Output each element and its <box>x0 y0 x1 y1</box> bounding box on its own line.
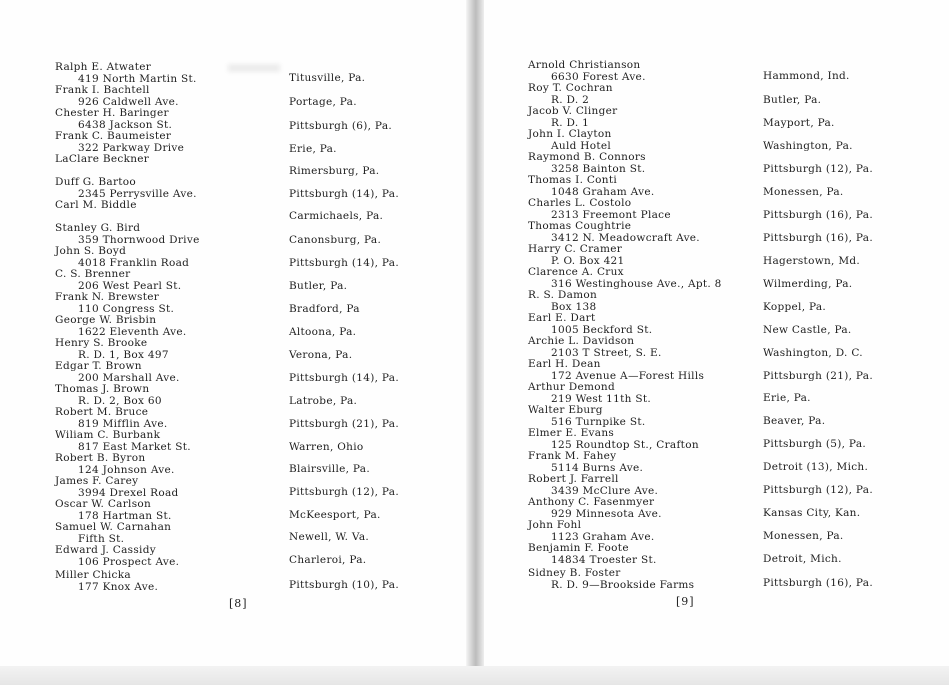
directory-entry <box>55 499 172 522</box>
member-address: 178 Hartman St. <box>78 509 172 522</box>
member-address: 6630 Forest Ave. <box>551 70 646 83</box>
member-address: R. D. 9—Brookside Farms <box>551 578 695 591</box>
member-name: Archie L. Davidson <box>528 335 635 347</box>
directory-entry <box>528 313 652 336</box>
member-city: Pittsburgh (12), Pa. <box>763 163 873 175</box>
member-city: Verona, Pa. <box>289 349 353 361</box>
member-city: Hagerstown, Md. <box>763 255 861 267</box>
member-address: 316 Westinghouse Ave., Apt. 8 <box>551 277 722 290</box>
directory-entry <box>528 520 654 543</box>
member-name: Robert M. Bruce <box>55 406 149 418</box>
member-name: R. S. Damon <box>528 289 598 301</box>
member-name: Miller Chicka <box>55 569 131 581</box>
page-number: [8] <box>229 597 248 610</box>
member-name: LaClare Beckner <box>55 153 150 165</box>
member-address: 359 Thornwood Drive <box>78 233 200 246</box>
member-address: 1622 Eleventh Ave. <box>78 325 187 338</box>
member-name: Walter Eburg <box>528 404 603 416</box>
member-name: Roy T. Cochran <box>528 82 613 94</box>
member-city: Koppel, Pa. <box>763 301 827 313</box>
directory-entry <box>528 474 658 497</box>
directory-entry <box>55 476 179 499</box>
member-name: Anthony C. Fasenmyer <box>528 496 655 508</box>
directory-entry <box>55 223 200 246</box>
member-address: P. O. Box 421 <box>551 254 625 267</box>
member-city: Monessen, Pa. <box>763 186 844 198</box>
member-city: Mayport, Pa. <box>763 117 835 129</box>
member-name: Edward J. Cassidy <box>55 544 156 556</box>
member-name: George W. Brisbin <box>55 314 157 326</box>
member-address: R. D. 2 <box>551 93 590 106</box>
member-name: Stanley G. Bird <box>55 222 141 234</box>
member-name: John S. Boyd <box>55 245 127 257</box>
directory-entry <box>55 292 174 315</box>
member-city: Washington, Pa. <box>763 140 853 152</box>
left-page <box>0 0 470 670</box>
directory-entry <box>55 545 179 568</box>
member-address: 1123 Graham Ave. <box>551 530 655 543</box>
member-city: Canonsburg, Pa. <box>289 234 382 246</box>
member-name: Samuel W. Carnahan <box>55 521 172 533</box>
member-name: Clarence A. Crux <box>528 266 624 278</box>
book-gutter <box>466 0 484 685</box>
member-name: John I. Clayton <box>528 128 612 140</box>
directory-entry <box>528 152 646 175</box>
member-name: Benjamin F. Foote <box>528 542 629 554</box>
directory-entry <box>528 106 617 129</box>
directory-entry <box>528 359 704 382</box>
member-name: Arthur Demond <box>528 381 615 393</box>
right-page <box>480 0 949 670</box>
member-name: Duff G. Bartoo <box>55 176 137 188</box>
member-city: Pittsburgh (21), Pa. <box>763 370 873 382</box>
directory-entry <box>55 177 197 200</box>
member-city: Latrobe, Pa. <box>289 395 358 407</box>
directory-entry <box>528 290 597 313</box>
member-city: Erie, Pa. <box>289 143 337 155</box>
member-name: Arnold Christianson <box>528 59 641 71</box>
member-city: Detroit, Mich. <box>763 553 842 565</box>
member-city: Monessen, Pa. <box>763 530 844 542</box>
member-address: 14834 Troester St. <box>551 553 657 566</box>
directory-entry <box>55 269 181 292</box>
member-city: Rimersburg, Pa. <box>289 165 380 177</box>
member-address: 4018 Franklin Road <box>78 256 190 269</box>
member-city: Pittsburgh (14), Pa. <box>289 188 399 200</box>
directory-entry <box>55 246 189 269</box>
member-city: Pittsburgh (14), Pa. <box>289 257 399 269</box>
member-address: 177 Knox Ave. <box>78 580 159 593</box>
member-address: 1048 Graham Ave. <box>551 185 655 198</box>
member-address: 322 Parkway Drive <box>78 141 185 154</box>
directory-entry <box>528 497 662 520</box>
directory-entry <box>55 522 171 545</box>
member-address: 124 Johnson Ave. <box>78 463 175 476</box>
member-address: 6438 Jackson St. <box>78 118 173 131</box>
member-address: R. D. 1, Box 497 <box>78 348 169 361</box>
member-address: 817 East Market St. <box>78 440 191 453</box>
member-name: Frank M. Fahey <box>528 450 617 462</box>
member-city: McKeesport, Pa. <box>289 509 381 521</box>
member-city: Butler, Pa. <box>289 280 348 292</box>
member-city: Warren, Ohio <box>289 441 364 453</box>
member-address: 2313 Freemont Place <box>551 208 671 221</box>
member-city: Detroit (13), Mich. <box>763 461 869 473</box>
member-address: 110 Congress St. <box>78 302 175 315</box>
member-name: Harry C. Cramer <box>528 243 623 255</box>
member-name: Frank I. Bachtell <box>55 84 150 96</box>
member-name: James F. Carey <box>55 475 139 487</box>
directory-entry <box>528 83 613 106</box>
member-address: R. D. 1 <box>551 116 590 129</box>
directory-entry <box>528 60 646 83</box>
member-name: Earl E. Dart <box>528 312 596 324</box>
member-city: Pittsburgh (21), Pa. <box>289 418 399 430</box>
member-city: Bradford, Pa <box>289 303 360 315</box>
member-name: Jacob V. Clinger <box>528 105 618 117</box>
directory-entry <box>55 384 162 407</box>
member-address: Auld Hotel <box>551 139 612 152</box>
member-city: Wilmerding, Pa. <box>763 278 853 290</box>
member-address: 200 Marshall Ave. <box>78 371 180 384</box>
directory-entry <box>528 428 699 451</box>
member-address: 2345 Perrysville Ave. <box>78 187 197 200</box>
directory-entry <box>55 62 197 85</box>
member-address: 1005 Beckford St. <box>551 323 653 336</box>
member-name: Chester H. Baringer <box>55 107 169 119</box>
member-address: 219 West 11th St. <box>551 392 652 405</box>
directory-entry <box>55 361 180 384</box>
directory-entry <box>55 430 191 453</box>
member-address: R. D. 2, Box 60 <box>78 394 162 407</box>
directory-entry <box>55 315 187 338</box>
directory-entry <box>528 198 671 221</box>
directory-entry <box>55 85 179 108</box>
member-city: Portage, Pa. <box>289 96 357 108</box>
directory-entry <box>55 407 168 430</box>
member-city: Hammond, Ind. <box>763 70 850 82</box>
member-name: John Fohl <box>528 519 582 531</box>
directory-entry <box>528 175 654 198</box>
page-number: [9] <box>676 595 695 608</box>
member-city: Washington, D. C. <box>763 347 863 359</box>
member-city: Titusville, Pa. <box>289 72 366 84</box>
member-city: Pittsburgh (16), Pa. <box>763 577 873 589</box>
member-address: 3258 Bainton St. <box>551 162 646 175</box>
member-address: 3994 Drexel Road <box>78 486 179 499</box>
directory-entry <box>528 382 651 405</box>
member-name: Charles L. Costolo <box>528 197 632 209</box>
member-city: Pittsburgh (14), Pa. <box>289 372 399 384</box>
member-city: Pittsburgh (12), Pa. <box>289 486 399 498</box>
directory-entry <box>55 200 137 212</box>
member-name: Raymond B. Connors <box>528 151 646 163</box>
member-address: 516 Turnpike St. <box>551 415 646 428</box>
directory-entry <box>55 453 175 476</box>
member-city: Blairsville, Pa. <box>289 463 370 475</box>
member-name: Edgar T. Brown <box>55 360 142 372</box>
directory-entry <box>55 131 184 154</box>
member-name: Robert B. Byron <box>55 452 146 464</box>
member-address: 3439 McClure Ave. <box>551 484 659 497</box>
member-name: Earl H. Dean <box>528 358 601 370</box>
member-address: 206 West Pearl St. <box>78 279 182 292</box>
member-address: 819 Mifflin Ave. <box>78 417 168 430</box>
member-city: Pittsburgh (5), Pa. <box>763 438 867 450</box>
member-address: 926 Caldwell Ave. <box>78 95 179 108</box>
page-bottom-edge <box>0 666 949 685</box>
member-address: 419 North Martin St. <box>78 72 197 85</box>
member-city: Kansas City, Kan. <box>763 507 861 519</box>
member-city: Butler, Pa. <box>763 94 822 106</box>
member-address: Fifth St. <box>78 532 125 545</box>
member-address: 5114 Burns Ave. <box>551 461 644 474</box>
member-city: Pittsburgh (12), Pa. <box>763 484 873 496</box>
directory-entry <box>528 405 645 428</box>
member-city: New Castle, Pa. <box>763 324 852 336</box>
member-address: 929 Minnesota Ave. <box>551 507 662 520</box>
member-name: C. S. Brenner <box>55 268 131 280</box>
member-city: Beaver, Pa. <box>763 415 826 427</box>
member-name: Frank C. Baumeister <box>55 130 172 142</box>
member-name: Sidney B. Foster <box>528 567 621 579</box>
bleed-through-smudge <box>228 64 280 72</box>
directory-entry <box>55 570 158 593</box>
member-name: Thomas Coughtrie <box>528 220 632 232</box>
member-name: Oscar W. Carlson <box>55 498 152 510</box>
member-address: 2103 T Street, S. E. <box>551 346 662 359</box>
member-name: Thomas J. Brown <box>55 383 150 395</box>
member-city: Pittsburgh (16), Pa. <box>763 232 873 244</box>
directory-entry <box>528 244 625 267</box>
member-city: Newell, W. Va. <box>289 531 370 543</box>
member-city: Pittsburgh (10), Pa. <box>289 579 399 591</box>
directory-entry <box>528 221 700 244</box>
member-name: Robert J. Farrell <box>528 473 619 485</box>
directory-entry <box>528 543 657 566</box>
member-address: 3412 N. Meadowcraft Ave. <box>551 231 700 244</box>
member-city: Altoona, Pa. <box>289 326 357 338</box>
member-name: Ralph E. Atwater <box>55 61 152 73</box>
member-city: Carmichaels, Pa. <box>289 210 384 222</box>
member-name: Thomas I. Conti <box>528 174 618 186</box>
directory-entry <box>55 154 149 166</box>
member-city: Pittsburgh (16), Pa. <box>763 209 873 221</box>
directory-entry <box>528 267 722 290</box>
directory-entry <box>55 108 172 131</box>
member-address: 172 Avenue A—Forest Hills <box>551 369 705 382</box>
directory-entry <box>528 568 694 591</box>
member-address: 106 Prospect Ave. <box>78 555 180 568</box>
member-address: 125 Roundtop St., Crafton <box>551 438 699 451</box>
member-name: Carl M. Biddle <box>55 199 137 211</box>
member-city: Charleroi, Pa. <box>289 554 367 566</box>
member-name: Henry S. Brooke <box>55 337 148 349</box>
member-name: Elmer E. Evans <box>528 427 615 439</box>
member-name: Frank N. Brewster <box>55 291 160 303</box>
member-address: Box 138 <box>551 300 597 313</box>
directory-entry <box>55 338 169 361</box>
member-city: Erie, Pa. <box>763 392 811 404</box>
directory-entry <box>528 129 612 152</box>
directory-entry <box>528 336 662 359</box>
directory-entry <box>528 451 643 474</box>
member-city: Pittsburgh (6), Pa. <box>289 120 393 132</box>
member-name: Wiliam C. Burbank <box>55 429 161 441</box>
